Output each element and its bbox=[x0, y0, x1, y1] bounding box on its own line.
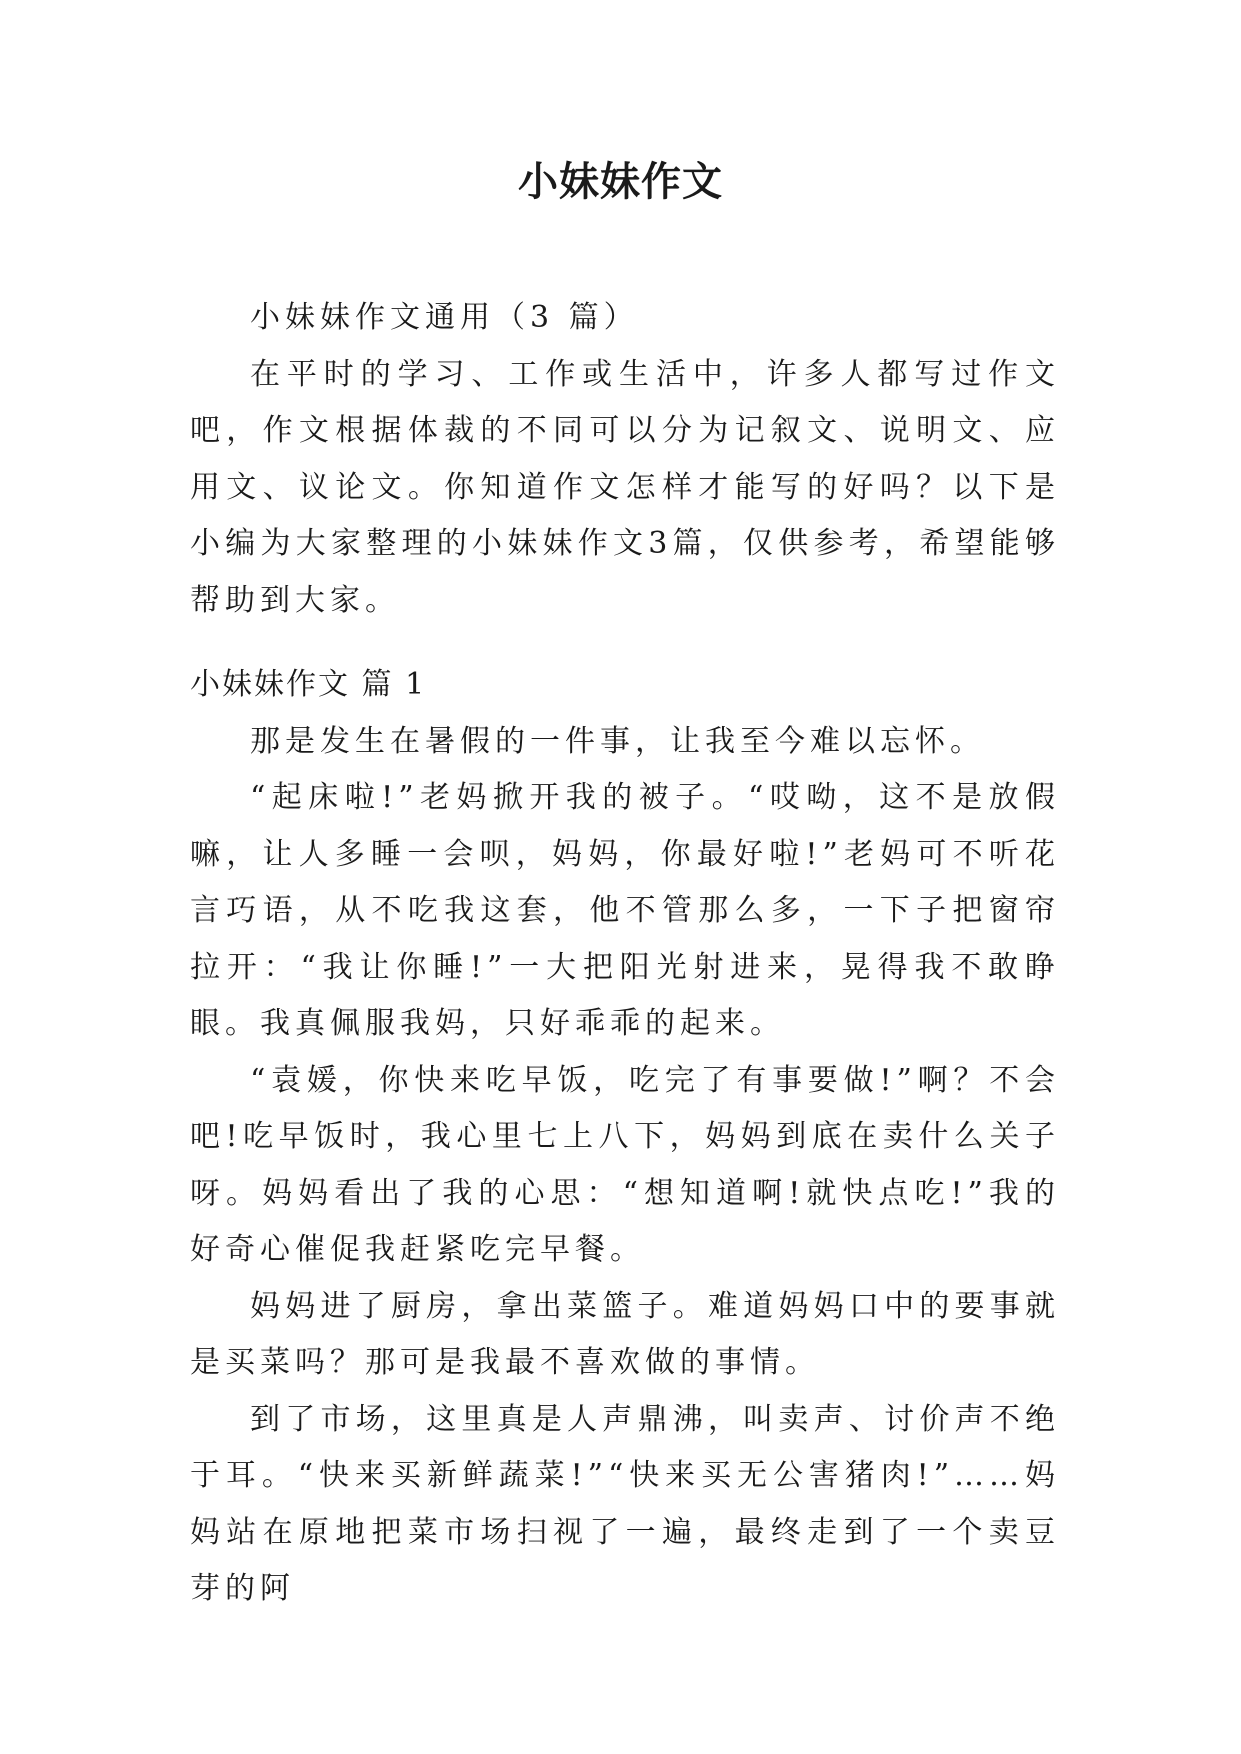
section-heading: 小妹妹作文 篇 1 bbox=[190, 667, 427, 702]
intro-subtitle: 小妹妹作文通用（3 篇） bbox=[250, 300, 639, 335]
document-title: 小妹妹作文 bbox=[518, 158, 723, 205]
paragraph: 妈妈进了厨房，拿出菜篮子。难道妈妈口中的要事就是买菜吗？那可是我最不喜欢做的事情。 bbox=[190, 1288, 1060, 1380]
paragraph: 到了市场，这里真是人声鼎沸，叫卖声、讨价声不绝于耳。“快来买新鲜蔬菜!”“快来买无公害猪肉!”……妈妈站在原地把菜市场扫视了一遍，最终走到了一个卖豆芽的阿 bbox=[190, 1401, 1060, 1606]
paragraph: “起床啦!”老妈掀开我的被子。“哎呦，这不是放假嘛，让人多睡一会呗，妈妈，你最好啦!”老妈可不听花言巧语，从不吃我这套，他不管那么多，一下子把窗帘拉开：“我让你睡!”一大把阳光射进来，晃得我不敢睁眼。我真佩服我妈，只好乖乖的起来。 bbox=[190, 780, 1060, 1041]
paragraph: 那是发生在暑假的一件事，让我至今难以忘怀。 bbox=[250, 723, 985, 759]
intro-paragraph: 在平时的学习、工作或生活中，许多人都写过作文吧，作文根据体裁的不同可以分为记叙文、说明文、应用文、议论文。你知道作文怎样才能写的好吗？以下是小编为大家整理的小妹妹作文3篇，仅供参考，希望能够帮助到大家。 bbox=[190, 356, 1060, 618]
paragraph: “袁媛，你快来吃早饭，吃完了有事要做!”啊？不会吧!吃早饭时，我心里七上八下，妈妈到底在卖什么关子呀。妈妈看出了我的心思：“想知道啊!就快点吃!”我的好奇心催促我赶紧吃完早餐。 bbox=[190, 1062, 1060, 1267]
document-body bbox=[190, 290, 1060, 1618]
